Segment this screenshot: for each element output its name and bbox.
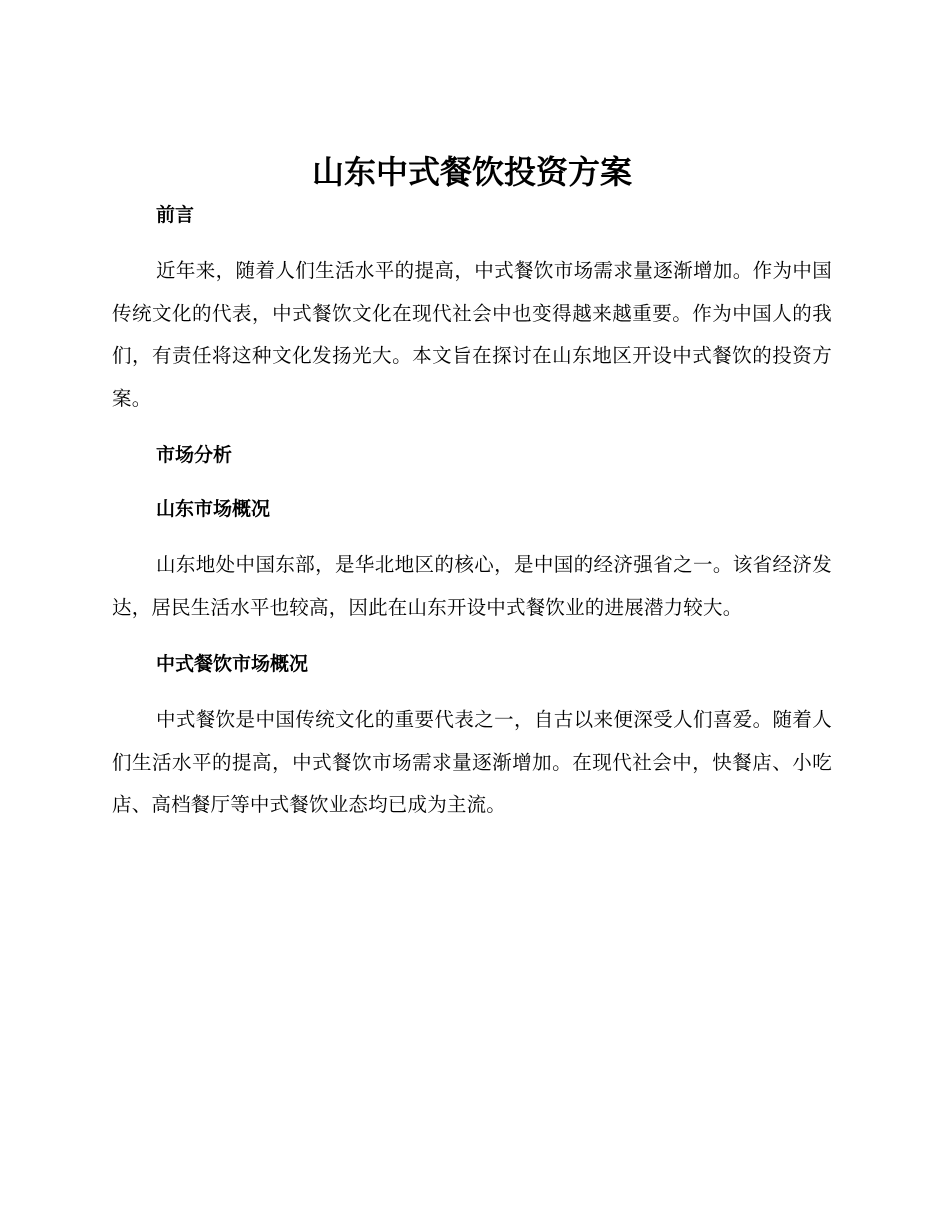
paragraph-preface: 近年来，随着人们生活水平的提高，中式餐饮市场需求量逐渐增加。作为中国传统文化的代表，中式餐饮文化在现代社会中也变得越来越重要。作为中国人的我们，有责任将这种文化发扬光大。本文旨在探讨在山东地区开设中式餐饮的投资方案。 [112,259,832,410]
spacer [112,468,832,496]
paragraph-shandong-market: 山东地处中国东部，是华北地区的核心，是中国的经济强省之一。该省经济发达，居民生活水平也较高，因此在山东开设中式餐饮业的进展潜力较大。 [112,553,832,619]
spacer [112,629,832,651]
section-heading-preface: 前言 [156,204,195,226]
document-body [112,150,832,827]
spacer [112,228,832,250]
paragraph-chinese-food-market: 中式餐饮是中国传统文化的重要代表之一，自古以来便深受人们喜爱。随着人们生活水平的提高，中式餐饮市场需求量逐渐增加。在现代社会中，快餐店、小吃店、高档餐厅等中式餐饮业态均已成为主流。 [112,708,832,816]
subsection-heading-chinese-food-market: 中式餐饮市场概况 [156,653,309,675]
document-title: 山东中式餐饮投资方案 [311,153,632,191]
section-heading-market-analysis: 市场分析 [156,444,233,466]
spacer [112,522,832,544]
subsection-heading-shandong-market: 山东市场概况 [156,498,271,520]
spacer [112,677,832,699]
spacer [112,420,832,442]
